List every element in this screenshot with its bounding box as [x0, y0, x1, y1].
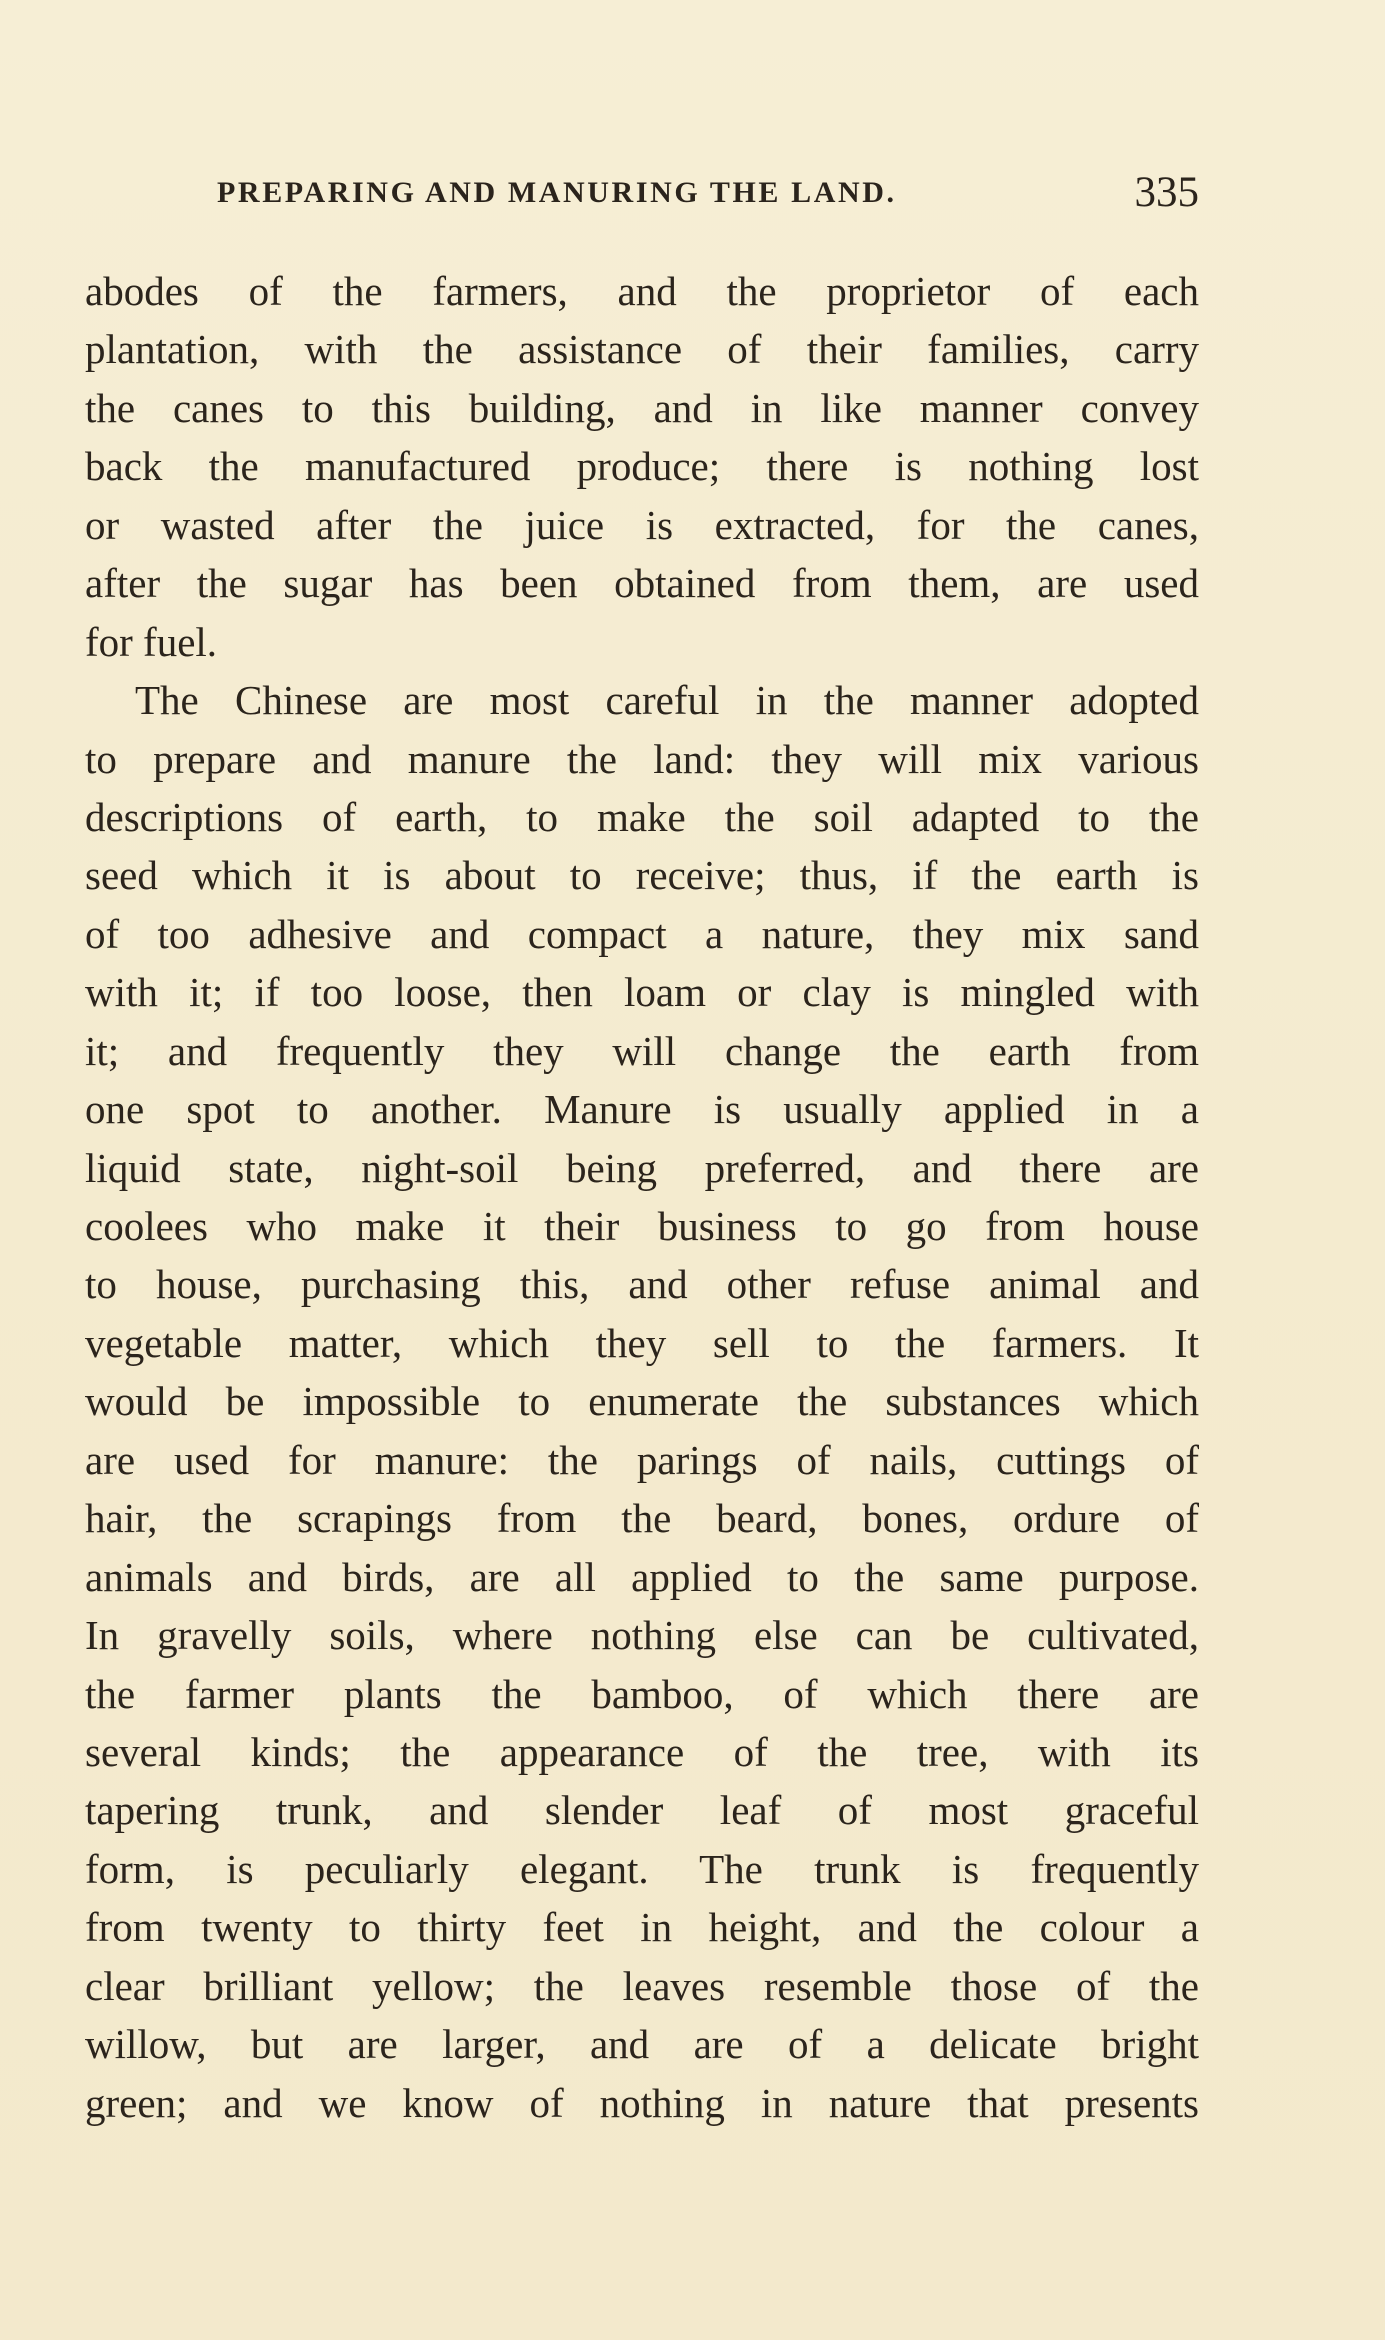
text-line: one spot to another. Manure is usually applied in a: [85, 1086, 1199, 1133]
text-line: the farmer plants the bamboo, of which there are: [85, 1670, 1199, 1717]
text-line: of too adhesive and compact a nature, they mix sand: [85, 910, 1199, 957]
text-line: form, is peculiarly elegant. The trunk is frequently: [85, 1845, 1199, 1892]
text-line: from twenty to thirty feet in height, and the colour a: [85, 1904, 1199, 1951]
text-line: animals and birds, are all applied to the same purpose.: [85, 1553, 1199, 1600]
text-line: clear brilliant yellow; the leaves resemble those of the: [85, 1962, 1199, 2009]
text-line: or wasted after the juice is extracted, for the canes,: [85, 501, 1199, 548]
text-line: abodes of the farmers, and the proprietor of each: [85, 268, 1199, 314]
page-number: 335: [1134, 169, 1199, 216]
body-text: [85, 262, 1199, 2132]
text-line: the canes to this building, and in like manner convey: [85, 384, 1199, 431]
text-line: with it; if too loose, then loam or clay is mingled with: [85, 969, 1199, 1016]
text-line: would be impossible to enumerate the substances which: [85, 1378, 1199, 1425]
text-line: several kinds; the appearance of the tree, with its: [85, 1728, 1199, 1775]
text-line: hair, the scrapings from the beard, bones, ordure of: [85, 1495, 1199, 1542]
paragraph-end-line: for fuel.: [85, 618, 218, 665]
text-line: it; and frequently they will change the earth from: [85, 1027, 1199, 1074]
text-line: green; and we know of nothing in nature that presents: [85, 2079, 1199, 2126]
text-line: willow, but are larger, and are of a delicate bright: [85, 2021, 1199, 2068]
text-line: seed which it is about to receive; thus, if the earth is: [85, 852, 1199, 899]
text-line: after the sugar has been obtained from them, are used: [85, 560, 1199, 607]
text-line: to house, purchasing this, and other refuse animal and: [85, 1261, 1199, 1308]
running-head: PREPARING AND MANURING THE LAND.: [217, 176, 897, 209]
text-line: tapering trunk, and slender leaf of most graceful: [85, 1787, 1199, 1834]
text-line: to prepare and manure the land: they will mix various: [85, 735, 1199, 782]
text-line: back the manufactured produce; there is nothing lost: [85, 443, 1199, 490]
paragraph-start-line: The Chinese are most careful in the manner adopted: [135, 677, 1199, 724]
text-line: coolees who make it their business to go from house: [85, 1203, 1199, 1249]
text-line: plantation, with the assistance of their families, carry: [85, 326, 1199, 373]
text-line: liquid state, night-soil being preferred, and there are: [85, 1144, 1199, 1191]
text-line: descriptions of earth, to make the soil adapted to the: [85, 793, 1199, 840]
page-header: [85, 169, 1199, 222]
text-line: vegetable matter, which they sell to the farmers. It: [85, 1319, 1199, 1366]
text-line: are used for manure: the parings of nails, cuttings of: [85, 1436, 1199, 1483]
text-line: In gravelly soils, where nothing else can be cultivated,: [85, 1612, 1199, 1659]
